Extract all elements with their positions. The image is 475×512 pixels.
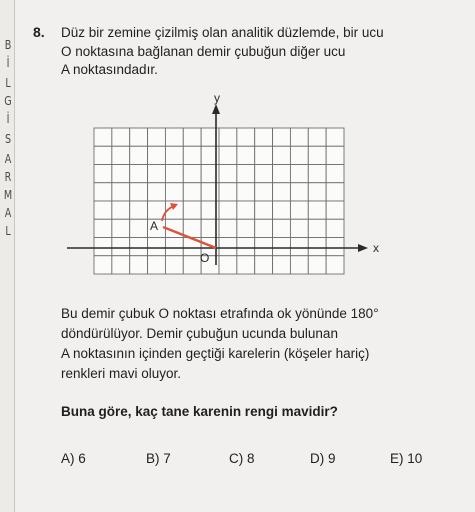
spine-letter: S bbox=[4, 132, 12, 146]
grid-cell bbox=[237, 183, 255, 201]
grid-cell bbox=[183, 201, 201, 219]
spine-letter: L bbox=[5, 224, 11, 238]
grid-cell bbox=[326, 165, 344, 183]
body-line: döndürülüyor. Demir çubuğun ucunda bulunan bbox=[61, 326, 338, 341]
grid-cell bbox=[255, 201, 273, 219]
grid-cell bbox=[219, 128, 237, 146]
grid-cell bbox=[130, 146, 148, 164]
grid-cell bbox=[273, 256, 291, 274]
spine-letter: M bbox=[3, 188, 13, 202]
grid-cell bbox=[290, 128, 308, 146]
grid-cell bbox=[255, 219, 273, 237]
grid-cell bbox=[94, 201, 112, 219]
grid-cell bbox=[219, 256, 237, 274]
x-axis-arrowhead bbox=[358, 244, 368, 252]
grid-cell bbox=[94, 183, 112, 201]
grid-cell bbox=[255, 183, 273, 201]
grid-cell bbox=[165, 165, 183, 183]
grid-cell bbox=[308, 128, 326, 146]
x-axis-label: x bbox=[373, 241, 379, 255]
grid-cell bbox=[237, 219, 255, 237]
grid-cell bbox=[273, 183, 291, 201]
point-a-label: A bbox=[150, 219, 159, 233]
y-axis-arrowhead bbox=[212, 104, 220, 114]
grid-cell bbox=[94, 146, 112, 164]
grid-cell bbox=[165, 128, 183, 146]
grid-cell bbox=[308, 256, 326, 274]
grid-cell bbox=[165, 183, 183, 201]
grid-cell bbox=[112, 165, 130, 183]
spine-letter: İ bbox=[6, 56, 10, 70]
stem-line: O noktasına bağlanan demir çubuğun diğer ucu bbox=[61, 43, 346, 59]
spine-letter: A bbox=[4, 152, 12, 166]
spine-letter: G bbox=[4, 94, 12, 108]
grid-cell bbox=[308, 183, 326, 201]
grid-cell bbox=[148, 256, 166, 274]
stem-line: A noktasındadır. bbox=[61, 62, 158, 77]
grid-cell bbox=[273, 201, 291, 219]
grid-cell bbox=[237, 238, 255, 256]
grid-cell bbox=[255, 256, 273, 274]
spine-letter: R bbox=[4, 170, 12, 184]
grid-cell bbox=[326, 256, 344, 274]
grid-cell bbox=[94, 128, 112, 146]
grid-cell bbox=[112, 146, 130, 164]
grid-cell bbox=[183, 165, 201, 183]
grid-cell bbox=[130, 201, 148, 219]
grid-cell bbox=[326, 146, 344, 164]
grid-cell bbox=[326, 201, 344, 219]
grid-cell bbox=[130, 128, 148, 146]
grid-cell bbox=[237, 146, 255, 164]
choice-e[interactable]: E) 10 bbox=[390, 451, 423, 466]
grid-cell bbox=[112, 256, 130, 274]
grid-cell bbox=[183, 256, 201, 274]
grid-cell bbox=[219, 201, 237, 219]
grid-cell bbox=[290, 201, 308, 219]
grid-cell bbox=[237, 201, 255, 219]
choice-a[interactable]: A) 6 bbox=[61, 451, 86, 466]
question-number: 8. bbox=[33, 24, 45, 40]
grid-cell bbox=[94, 256, 112, 274]
grid-cell bbox=[112, 201, 130, 219]
grid-cell bbox=[237, 256, 255, 274]
grid-cell bbox=[94, 238, 112, 256]
grid-cell bbox=[308, 146, 326, 164]
question-body bbox=[61, 304, 461, 384]
grid-cell bbox=[112, 183, 130, 201]
grid-cell bbox=[112, 128, 130, 146]
grid-cell bbox=[255, 146, 273, 164]
grid-cell bbox=[290, 238, 308, 256]
grid-cell bbox=[130, 256, 148, 274]
grid-cells bbox=[94, 128, 344, 274]
grid-cell bbox=[148, 128, 166, 146]
grid-cell bbox=[112, 219, 130, 237]
grid-cell bbox=[148, 238, 166, 256]
grid-cell bbox=[326, 219, 344, 237]
grid-cell bbox=[130, 165, 148, 183]
grid-cell bbox=[148, 146, 166, 164]
grid-cell bbox=[165, 146, 183, 164]
grid-cell bbox=[273, 146, 291, 164]
grid-cell bbox=[219, 183, 237, 201]
spine-letter: İ bbox=[6, 112, 10, 126]
spine-letter: L bbox=[5, 76, 11, 90]
grid-cell bbox=[165, 256, 183, 274]
grid-cell bbox=[183, 146, 201, 164]
grid-cell bbox=[308, 219, 326, 237]
choice-c[interactable]: C) 8 bbox=[229, 451, 255, 466]
grid-cell bbox=[130, 238, 148, 256]
grid-cell bbox=[183, 219, 201, 237]
origin-label: O bbox=[200, 251, 210, 265]
grid-cell bbox=[273, 165, 291, 183]
grid-cell bbox=[326, 183, 344, 201]
choice-d[interactable]: D) 9 bbox=[310, 451, 336, 466]
grid-cell bbox=[148, 165, 166, 183]
spine-letter: A bbox=[4, 206, 12, 220]
body-line: A noktasının içinden geçtiği karelerin (köşeler hariç) bbox=[61, 346, 370, 361]
grid-cell bbox=[290, 146, 308, 164]
grid-cell bbox=[273, 219, 291, 237]
grid-cell bbox=[237, 165, 255, 183]
grid-cell bbox=[308, 165, 326, 183]
grid-cell bbox=[273, 238, 291, 256]
grid-cell bbox=[130, 219, 148, 237]
grid-cell bbox=[308, 238, 326, 256]
grid-cell bbox=[165, 238, 183, 256]
grid-cell bbox=[326, 128, 344, 146]
grid-cell bbox=[130, 183, 148, 201]
grid-cell bbox=[183, 128, 201, 146]
grid-cell bbox=[237, 128, 255, 146]
grid-cell bbox=[219, 165, 237, 183]
grid-cell bbox=[290, 165, 308, 183]
grid-cell bbox=[219, 219, 237, 237]
grid-cell bbox=[94, 219, 112, 237]
grid-cell bbox=[290, 256, 308, 274]
stem-line: Düz bir zemine çizilmiş olan analitik düzlemde, bir ucu bbox=[61, 25, 384, 40]
grid-cell bbox=[255, 165, 273, 183]
body-line: Bu demir çubuk O noktası etrafında ok yönünde 180° bbox=[61, 306, 379, 321]
grid-cell bbox=[112, 238, 130, 256]
grid-cell bbox=[255, 128, 273, 146]
y-axis-label: y bbox=[214, 91, 220, 105]
question-prompt: Buna göre, kaç tane karenin rengi mavidir? bbox=[61, 404, 338, 419]
grid-cell bbox=[273, 128, 291, 146]
grid-cell bbox=[219, 238, 237, 256]
grid-cell bbox=[290, 183, 308, 201]
grid-cell bbox=[308, 201, 326, 219]
grid-cell bbox=[94, 165, 112, 183]
spine-letter: B bbox=[4, 38, 12, 52]
grid-cell bbox=[255, 238, 273, 256]
grid-cell bbox=[290, 219, 308, 237]
body-line: renkleri mavi oluyor. bbox=[61, 366, 182, 381]
grid-cell bbox=[219, 146, 237, 164]
choice-b[interactable]: B) 7 bbox=[146, 451, 171, 466]
grid-cell bbox=[183, 183, 201, 201]
grid-cell bbox=[148, 183, 166, 201]
grid-cell bbox=[326, 238, 344, 256]
